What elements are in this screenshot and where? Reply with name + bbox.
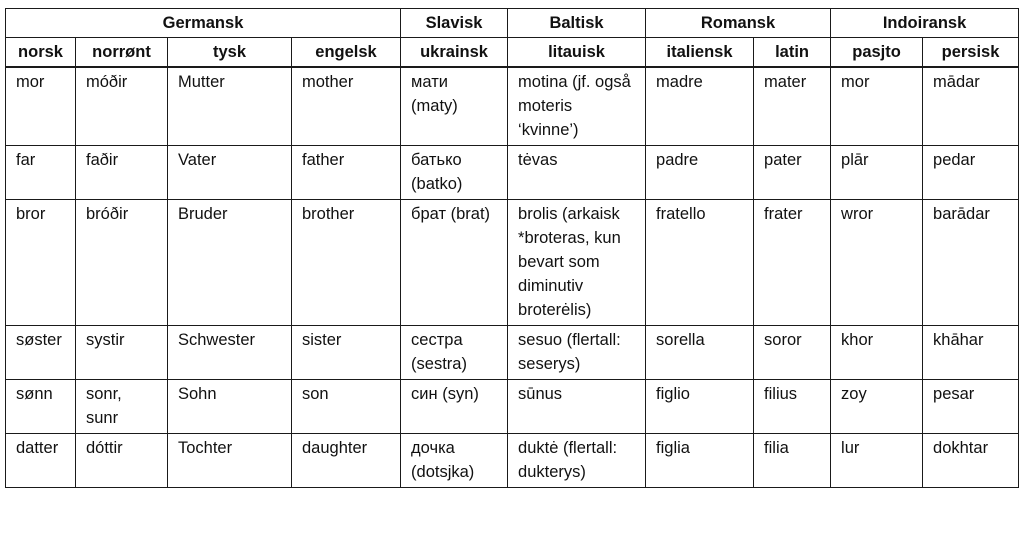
table-cell: son — [292, 380, 401, 434]
table-cell: søster — [6, 326, 76, 380]
table-cell: брат (brat) — [401, 200, 508, 326]
table-cell: figlia — [646, 434, 754, 488]
table-cell: systir — [76, 326, 168, 380]
column-header-tysk: tysk — [168, 38, 292, 68]
column-header-persisk: persisk — [923, 38, 1019, 68]
table-cell: brother — [292, 200, 401, 326]
table-row — [6, 380, 1019, 434]
table-cell: батько (batko) — [401, 146, 508, 200]
column-header-norsk: norsk — [6, 38, 76, 68]
table-cell: faðir — [76, 146, 168, 200]
table-cell: zoy — [831, 380, 923, 434]
table-cell: bróðir — [76, 200, 168, 326]
column-header-pasjto: pasjto — [831, 38, 923, 68]
table-cell: sister — [292, 326, 401, 380]
table-cell: khor — [831, 326, 923, 380]
table-cell: mor — [831, 67, 923, 146]
table-cell: mother — [292, 67, 401, 146]
table-cell: Bruder — [168, 200, 292, 326]
language-header-row — [6, 38, 1019, 68]
table-cell: wror — [831, 200, 923, 326]
table-cell: tėvas — [508, 146, 646, 200]
table-cell: dokhtar — [923, 434, 1019, 488]
table-row — [6, 434, 1019, 488]
group-header-indoiransk: Indoiransk — [831, 9, 1019, 38]
table-cell: móðir — [76, 67, 168, 146]
table-cell: mater — [754, 67, 831, 146]
table-container — [5, 8, 1019, 488]
table-cell: duktė (flertall: dukterys) — [508, 434, 646, 488]
table-cell: plār — [831, 146, 923, 200]
table-cell: fratello — [646, 200, 754, 326]
table-cell: Schwester — [168, 326, 292, 380]
table-cell: mor — [6, 67, 76, 146]
group-header-baltisk: Baltisk — [508, 9, 646, 38]
column-header-italiensk: italiensk — [646, 38, 754, 68]
table-cell: filia — [754, 434, 831, 488]
table-cell: padre — [646, 146, 754, 200]
column-header-ukrainsk: ukrainsk — [401, 38, 508, 68]
table-cell: sonr, sunr — [76, 380, 168, 434]
table-cell: Tochter — [168, 434, 292, 488]
table-cell: pedar — [923, 146, 1019, 200]
table-cell: brolis (arkaisk *broteras, kun bevart som diminutiv broterėlis) — [508, 200, 646, 326]
table-cell: мати (maty) — [401, 67, 508, 146]
table-cell: figlio — [646, 380, 754, 434]
table-cell: sūnus — [508, 380, 646, 434]
table-cell: Vater — [168, 146, 292, 200]
column-header-litauisk: litauisk — [508, 38, 646, 68]
table-cell: sesuo (flertall: seserys) — [508, 326, 646, 380]
group-header-slavisk: Slavisk — [401, 9, 508, 38]
table-cell: daughter — [292, 434, 401, 488]
column-header-norront: norrønt — [76, 38, 168, 68]
language-group-header-row — [6, 9, 1019, 38]
table-cell: Mutter — [168, 67, 292, 146]
table-cell: sorella — [646, 326, 754, 380]
table-row — [6, 146, 1019, 200]
table-row — [6, 326, 1019, 380]
column-header-engelsk: engelsk — [292, 38, 401, 68]
table-cell: сестра (sestra) — [401, 326, 508, 380]
table-cell: khāhar — [923, 326, 1019, 380]
table-cell: datter — [6, 434, 76, 488]
table-cell: sønn — [6, 380, 76, 434]
group-header-germansk: Germansk — [6, 9, 401, 38]
table-cell: mādar — [923, 67, 1019, 146]
table-row — [6, 67, 1019, 146]
table-cell: pater — [754, 146, 831, 200]
table-cell: Sohn — [168, 380, 292, 434]
column-header-latin: latin — [754, 38, 831, 68]
table-cell: filius — [754, 380, 831, 434]
table-row — [6, 200, 1019, 326]
table-cell: bror — [6, 200, 76, 326]
table-cell: дочка (dotsjka) — [401, 434, 508, 488]
table-cell: soror — [754, 326, 831, 380]
table-cell: pesar — [923, 380, 1019, 434]
table-cell: dóttir — [76, 434, 168, 488]
table-cell: motina (jf. også moteris ‘kvinne’) — [508, 67, 646, 146]
table-cell: father — [292, 146, 401, 200]
table-cell: far — [6, 146, 76, 200]
group-header-romansk: Romansk — [646, 9, 831, 38]
kinship-terms-table — [5, 8, 1019, 488]
table-cell: frater — [754, 200, 831, 326]
table-cell: lur — [831, 434, 923, 488]
table-cell: madre — [646, 67, 754, 146]
table-cell: barādar — [923, 200, 1019, 326]
table-cell: син (syn) — [401, 380, 508, 434]
